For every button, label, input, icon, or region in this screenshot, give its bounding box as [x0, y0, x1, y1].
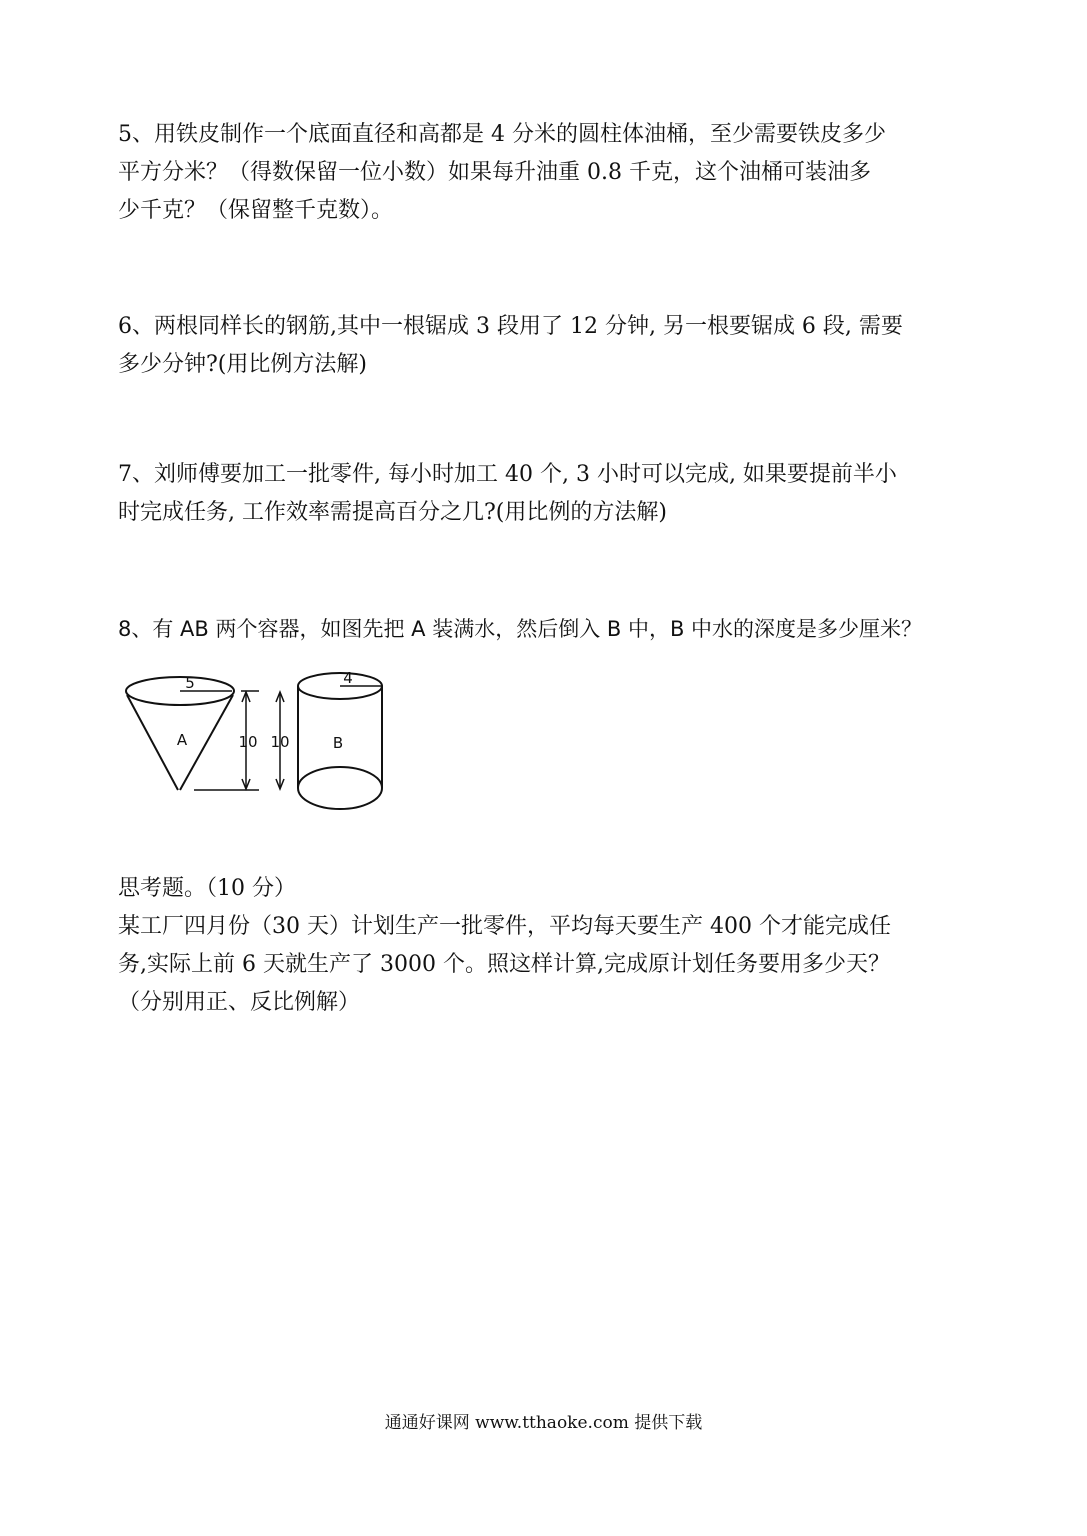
cone-right-edge — [180, 695, 233, 790]
thinking-question — [118, 870, 978, 1022]
cone-height-label: 10 — [238, 733, 258, 751]
footer-credit: 通通好课网 www.tthaoke.com 提供下载 — [384, 1413, 703, 1433]
thinking-heading: 思考题。（10 分） — [118, 876, 296, 901]
thinking-line-1: 某工厂四月份（30 天）计划生产一批零件，平均每天要生产 400 个才能完成任 — [118, 914, 891, 939]
cone-label: A — [176, 731, 188, 749]
question-7-line-2: 时完成任务, 工作效率需提高百分之几?(用比例的方法解) — [118, 500, 667, 525]
cylinder-height-label: 10 — [270, 733, 290, 751]
question-6-line-1: 6、两根同样长的钢筋,其中一根锯成 3 段用了 12 分钟, 另一根要锯成 6 段, 需要 — [118, 314, 903, 339]
cylinder-radius-label: 4 — [343, 669, 353, 687]
cylinder-label: B — [332, 734, 344, 752]
cylinder-bottom-ellipse — [298, 767, 382, 809]
question-8-text: 8、有 AB 两个容器，如图先把 A 装满水，然后倒入 B 中，B 中水的深度是多少厘米？ — [118, 617, 923, 641]
thinking-line-2: 务,实际上前 6 天就生产了 3000 个。照这样计算,完成原计划任务要用多少天？ — [118, 952, 890, 977]
question-5-line-3: 少千克？（保留整千克数）。 — [118, 198, 394, 223]
question-5-line-2: 平方分米？（得数保留一位小数）如果每升油重 0.8 千克，这个油桶可装油多 — [118, 160, 871, 185]
cone-left-edge — [127, 695, 178, 790]
cone-radius-label: 5 — [185, 674, 195, 692]
container-diagram — [118, 668, 398, 823]
question-8 — [118, 610, 978, 648]
container-diagram-svg — [118, 668, 398, 818]
question-7-line-1: 7、刘师傅要加工一批零件, 每小时加工 40 个, 3 小时可以完成, 如果要提前半小 — [118, 462, 897, 487]
question-5 — [118, 116, 978, 230]
question-7 — [118, 456, 978, 532]
question-6-line-2: 多少分钟?(用比例方法解) — [118, 352, 367, 377]
thinking-line-3: （分别用正、反比例解） — [118, 990, 361, 1015]
question-5-line-1: 5、用铁皮制作一个底面直径和高都是 4 分米的圆柱体油桶，至少需要铁皮多少 — [118, 122, 886, 147]
question-6 — [118, 308, 978, 384]
